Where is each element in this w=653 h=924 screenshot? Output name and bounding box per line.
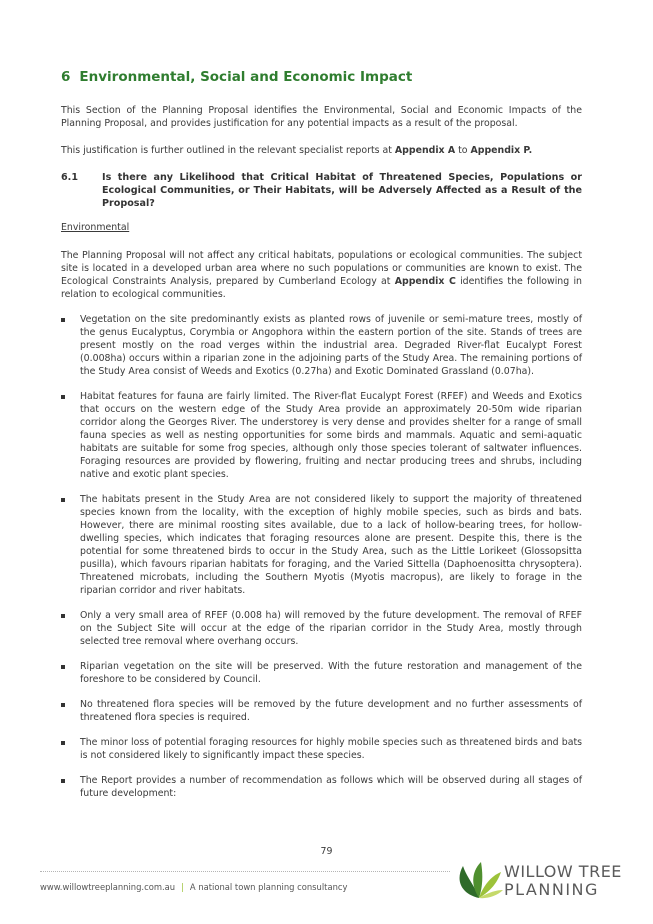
- bullet-icon: [61, 614, 65, 618]
- list-item: [61, 390, 582, 481]
- bullet-text: No threatened flora species will be removed by the future development and no further assessments of threatened flora species is required.: [80, 699, 582, 723]
- bullet-icon: [61, 779, 65, 783]
- justification-paragraph: [61, 144, 582, 157]
- list-item: [61, 660, 582, 686]
- bullet-icon: [61, 395, 65, 399]
- bullet-icon: [61, 318, 65, 322]
- footer-divider: [40, 871, 450, 872]
- leaf-icon: [460, 862, 503, 898]
- footer-url-link[interactable]: www.willowtreeplanning.com.au: [40, 882, 176, 892]
- bullet-icon: [61, 665, 65, 669]
- list-item: [61, 609, 582, 648]
- env-text: The Planning Proposal will not affect any critical habitats, populations or ecological communities. The subject site is located in a developed urban area where no such populations or communities are known to exist. The Ecological Constraints Analysis, prepared by Cumberland Ecology at: [61, 250, 582, 287]
- env-text-end: identifies the following in relation to ecological communities.: [61, 276, 582, 300]
- bullet-text: Riparian vegetation on the site will be preserved. With the future restoration and management of the foreshore to be considered by Council.: [80, 661, 582, 685]
- list-item: [61, 736, 582, 762]
- appendix-p-ref: Appendix P.: [470, 145, 533, 156]
- subsection-number: 6.1: [61, 172, 78, 183]
- section-title: Environmental, Social and Economic Impact: [79, 69, 413, 85]
- ecology-bullet-list: [61, 313, 582, 812]
- bullet-icon: [61, 498, 65, 502]
- logo-word-willow-tree: WILLOW TREE: [504, 862, 622, 881]
- bullet-text: Vegetation on the site predominantly exists as planted rows of juvenile or semi-mature trees, mostly of the genus Eucalyptus, Corymbia or Angophora within the eastern portion of the site. Stands of trees are present mostly on the road verges within the industrial area. Degraded River-flat Eucalypt Forest (0.008ha) occurs within a riparian zone in the adjoining parts of the Study Area. The remaining portions of the Study Area consist of Weeds and Exotics (0.27ha) and Exotic Dominated Grassland (0.07ha).: [80, 314, 582, 377]
- appendix-a-ref: Appendix A: [394, 145, 456, 156]
- section-heading: [61, 69, 601, 85]
- bullet-text: The minor loss of potential foraging resources for highly mobile species such as threatened birds and bats is not considered likely to significantly impact these species.: [80, 737, 582, 761]
- bullet-text: Habitat features for fauna are fairly limited. The River-flat Eucalypt Forest (RFEF) and Weeds and Exotics that occurs on the western edge of the Study Area provide an approximately 20-50m wide riparian corridor along the Georges River. The understorey is very dense and provides shelter for a range of small fauna species as well as nesting opportunities for some birds and mammals. Aquatic and semi-aquatic habitats are suitable for some frog species, although only those species tolerant of saltwater influences. Foraging resources are provided by flowering, fruiting and nectar producing trees and shrubs, including native and exotic plant species.: [80, 391, 582, 480]
- bullet-text: Only a very small area of RFEF (0.008 ha) will removed by the future development. The removal of RFEF on the Subject Site will occur at the edge of the riparian corridor in the Study Area, mostly through selected tree removal where overhang occurs.: [80, 610, 582, 647]
- logo-word-planning: PLANNING: [504, 880, 599, 899]
- list-item: [61, 774, 582, 800]
- bullet-text: The Report provides a number of recommendation as follows which will be observed during all stages of future development:: [80, 775, 582, 799]
- appendix-c-ref: Appendix C: [394, 276, 456, 287]
- bullet-text: The habitats present in the Study Area are not considered likely to support the majority of threatened species known from the locality, with the exception of highly mobile species, such as birds and bats. However, there are minimal roosting sites available, due to a lack of hollow-bearing trees, for hollow-dwelling species, which indicates that foraging resources alone are present. Despite this, there is the potential for some threatened birds to occur in the Study Area, such as the Little Lorikeet (Glossopsitta pusilla), which favours riparian habitats for foraging, and the Varied Sittella (Daphoenositta chrysoptera). Threatened microbats, including the Southern Myotis (Myotis macropus), are likely to forage in the riparian corridor and river habitats.: [80, 494, 582, 596]
- justification-to: to: [455, 145, 471, 156]
- list-item: [61, 493, 582, 597]
- footer-tagline: A national town planning consultancy: [189, 882, 348, 892]
- page-number: 79: [320, 846, 333, 857]
- justification-text: This justification is further outlined in the relevant specialist reports at: [61, 145, 395, 156]
- bullet-icon: [61, 741, 65, 745]
- list-item: [61, 313, 582, 378]
- section-number: 6: [61, 69, 71, 85]
- subsection-title: Is there any Likelihood that Critical Habitat of Threatened Species, Populations or Ecological Communities, or Their Habitats, will be Adversely Affected as a Result of the Proposal?: [102, 172, 582, 209]
- list-item: [61, 698, 582, 724]
- environmental-label: Environmental: [61, 222, 130, 233]
- footer-separator: |: [181, 882, 184, 892]
- bullet-icon: [61, 703, 65, 707]
- intro-paragraph: This Section of the Planning Proposal identifies the Environmental, Social and Economic Impacts of the Planning Proposal, and provides justification for any potential impacts as a result of the proposal.: [61, 105, 582, 129]
- footer: [40, 882, 347, 892]
- environmental-paragraph: [61, 249, 582, 301]
- subsection-heading: [61, 171, 582, 210]
